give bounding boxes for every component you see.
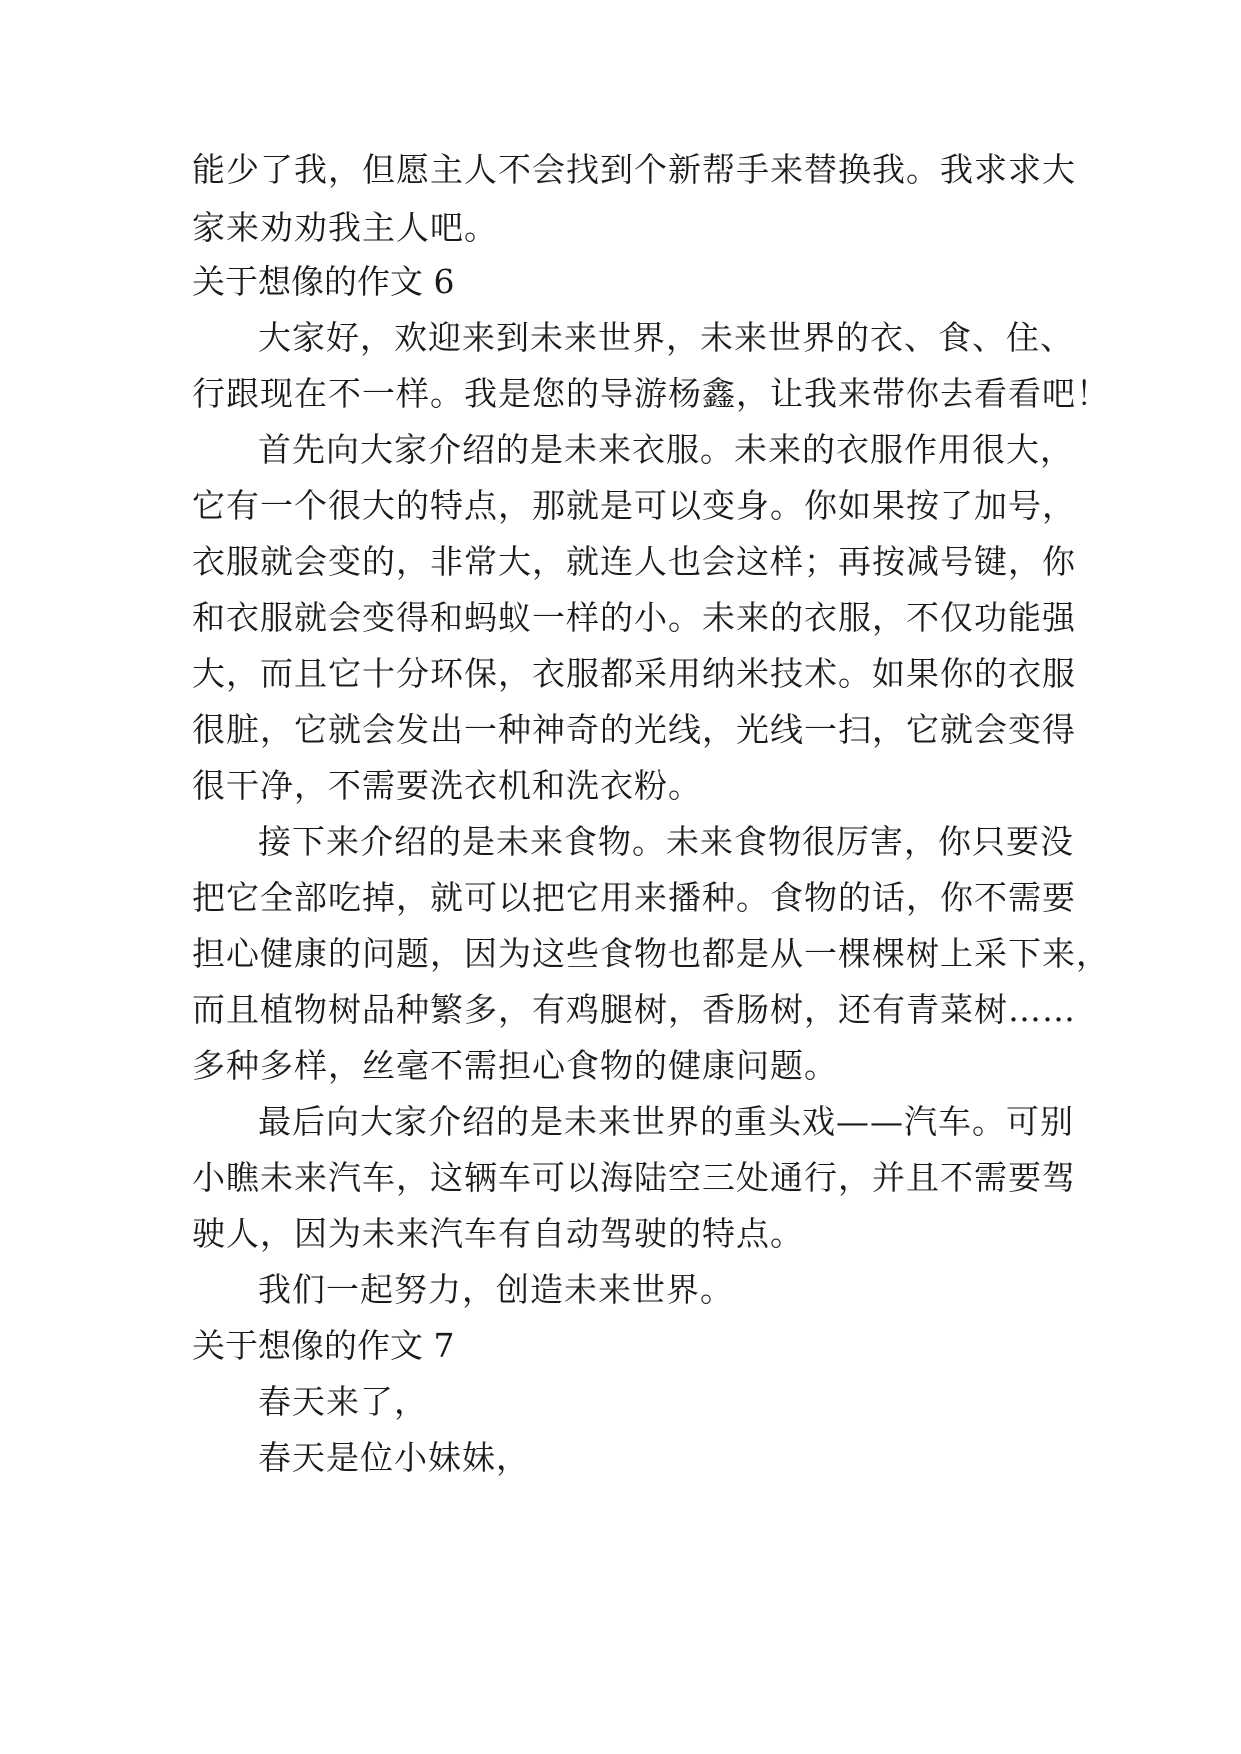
paragraph-line: 把它全部吃掉，就可以把它用来播种。食物的话，你不需要 <box>192 878 1076 917</box>
paragraph-line: 驶人，因为未来汽车有自动驾驶的特点。 <box>192 1214 804 1253</box>
paragraph-line: 首先向大家介绍的是未来衣服。未来的衣服作用很大， <box>258 430 1074 469</box>
text-line: 家来劝劝我主人吧。 <box>192 208 498 247</box>
paragraph-line: 它有一个很大的特点，那就是可以变身。你如果按了加号， <box>192 486 1076 525</box>
paragraph-line: 大，而且它十分环保，衣服都采用纳米技术。如果你的衣服 <box>192 654 1076 693</box>
paragraph-line: 接下来介绍的是未来食物。未来食物很厉害，你只要没 <box>258 822 1074 861</box>
paragraph-line: 而且植物树品种繁多，有鸡腿树，香肠树，还有青菜树…… <box>192 990 1076 1029</box>
paragraph-line: 担心健康的问题，因为这些食物也都是从一棵棵树上采下来， <box>192 934 1110 973</box>
section-heading: 关于想像的作文 6 <box>192 262 455 301</box>
poem-line: 春天是位小妹妹， <box>258 1438 530 1477</box>
paragraph-line: 大家好，欢迎来到未来世界，未来世界的衣、食、住、 <box>258 318 1074 357</box>
paragraph-line: 我们一起努力，创造未来世界。 <box>258 1270 734 1309</box>
section-heading: 关于想像的作文 7 <box>192 1326 455 1365</box>
paragraph-line: 最后向大家介绍的是未来世界的重头戏——汽车。可别 <box>258 1102 1074 1141</box>
paragraph-line: 很脏，它就会发出一种神奇的光线，光线一扫，它就会变得 <box>192 710 1076 749</box>
paragraph-line: 衣服就会变的，非常大，就连人也会这样；再按减号键，你 <box>192 542 1076 581</box>
paragraph-line: 和衣服就会变得和蚂蚁一样的小。未来的衣服，不仅功能强 <box>192 598 1076 637</box>
paragraph-line: 小瞧未来汽车，这辆车可以海陆空三处通行，并且不需要驾 <box>192 1158 1076 1197</box>
paragraph-line: 多种多样，丝毫不需担心食物的健康问题。 <box>192 1046 838 1085</box>
paragraph-line: 很干净，不需要洗衣机和洗衣粉。 <box>192 766 702 805</box>
text-line: 能少了我，但愿主人不会找到个新帮手来替换我。我求求大 <box>192 150 1076 189</box>
paragraph-line: 行跟现在不一样。我是您的导游杨鑫，让我来带你去看看吧！ <box>192 374 1110 413</box>
poem-line: 春天来了， <box>258 1382 428 1421</box>
